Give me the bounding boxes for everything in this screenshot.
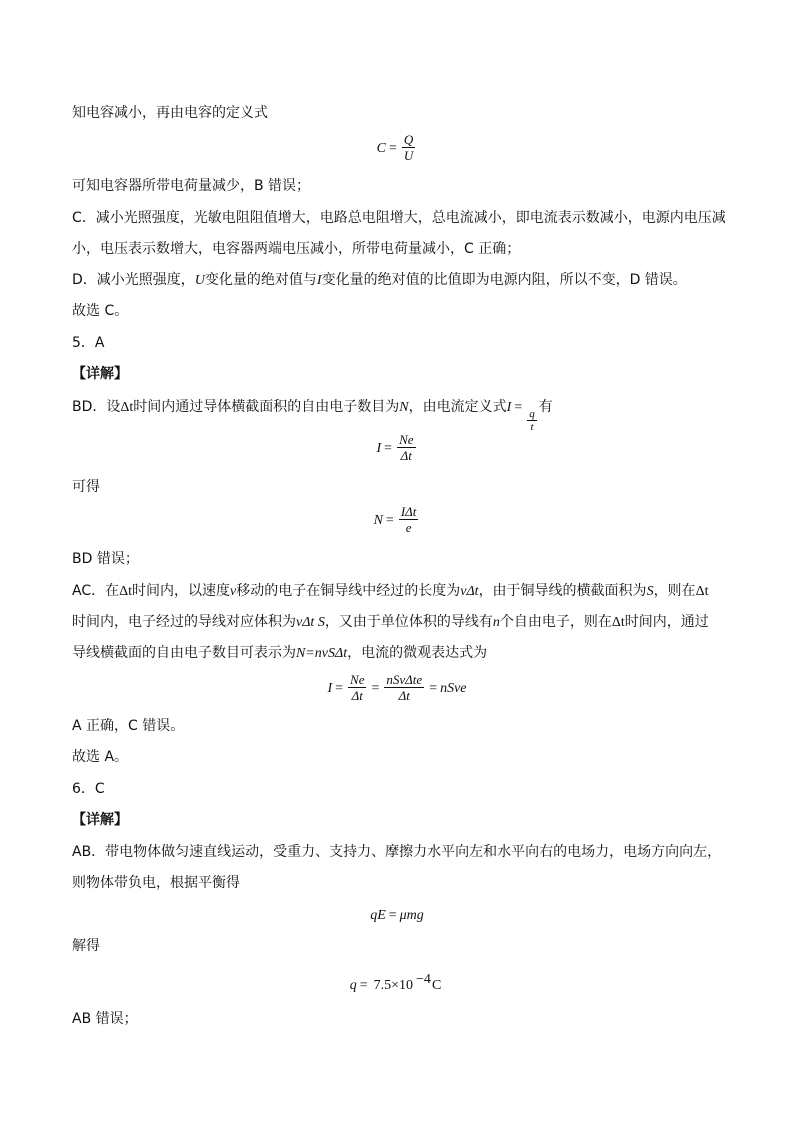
text-fragment: 时间内，电子经过的导线对应体积为	[72, 614, 296, 630]
text-fragment: ，由电流定义式	[408, 399, 507, 415]
text-fragment: 变化量的绝对值的比值即为电源内阻，所以不变，D 错误。	[321, 272, 687, 288]
fraction-denominator: Δt	[400, 448, 412, 463]
math-symbol: N=nvSΔt	[296, 646, 348, 661]
formula-electron-count: N = $\frac{\text{IΔt}}{e}$	[373, 504, 417, 535]
math-symbol: U	[194, 273, 205, 288]
text-fragment: 变化量的绝对值与	[204, 272, 317, 288]
text-line: 可得	[72, 479, 100, 495]
section-heading: 【详解】	[72, 812, 128, 828]
text-fragment: 时间内，以速度	[132, 583, 231, 599]
math-symbol: I	[327, 681, 333, 696]
text-fragment: 时间内，通过	[624, 614, 709, 630]
text-fragment: 移动的电子在铜导线中经过的长度为	[236, 583, 461, 599]
math-symbol: n	[492, 615, 500, 630]
math-value: 7.5×10	[373, 978, 414, 993]
formula-current-definition: I = $\frac{Ne}{\Delta t}$	[376, 432, 414, 463]
section-heading: 【详解】	[72, 366, 128, 382]
math-symbol: S	[646, 584, 654, 599]
math-symbol: nSve	[440, 681, 467, 696]
math-symbol: C	[376, 141, 387, 156]
text-line: AB．带电物体做匀速直线运动，受重力、支持力、摩擦力水平向左和水平向右的电场力，电场方向向左，	[72, 844, 722, 860]
answer-number: 6．C	[72, 781, 105, 797]
math-symbol: Δt	[611, 615, 625, 630]
math-symbol: I	[316, 273, 322, 288]
text-fragment: 个自由电子，则在	[499, 614, 612, 630]
text-line: 小，电压表示数增大，电容器两端电压减小，所带电荷量减小，C 正确；	[72, 241, 521, 257]
formula-charge-value: q = 7.5×10 $^{-4}$C	[349, 972, 442, 993]
fraction-denominator: e	[405, 520, 412, 535]
math-symbol: qE	[370, 908, 386, 923]
math-symbol: N	[373, 513, 383, 528]
fraction-numerator: IΔt	[400, 504, 417, 519]
answer-number: 5．A	[72, 335, 105, 351]
text-line: 故选 C。	[72, 303, 129, 319]
math-symbol: vΔt S	[296, 615, 325, 630]
text-fragment: D．减小光照强度，	[72, 272, 195, 288]
text-fragment: 时间内通过导体横截面积的自由电子数目为	[133, 399, 400, 415]
fraction-denominator: Δt	[351, 688, 363, 703]
formula-microscopic-current: I = $\frac{Ne}{\Delta t}$ = $\frac{\text{nSvΔte}}{\Delta t}$ = nSve	[327, 672, 467, 703]
math-symbol: vΔt	[460, 584, 479, 599]
fraction-numerator: q	[529, 408, 535, 420]
text-line	[72, 271, 687, 290]
text-line	[72, 644, 487, 663]
math-symbol: I	[506, 400, 512, 415]
text-line: 故选 A。	[72, 749, 129, 765]
math-symbol: Δt	[120, 400, 134, 415]
text-fragment: ，由于铜导线的横截面积为	[478, 583, 647, 599]
fraction-numerator: Ne	[350, 672, 365, 687]
text-fragment: AC．在	[72, 583, 120, 599]
text-fragment: ，电流的微观表达式为	[347, 645, 488, 661]
fraction-denominator: t	[530, 421, 534, 433]
math-unit: C	[431, 978, 442, 993]
formula-capacitance: C = $\frac{Q}{U}$	[376, 132, 414, 163]
text-fragment: 导线横截面的自由电子数目可表示为	[72, 645, 296, 661]
text-line: 则物体带负电，根据平衡得	[72, 875, 240, 891]
fraction-numerator: nSvΔte	[386, 672, 423, 687]
text-fragment: ，又由于单位体积的导线有	[324, 614, 493, 630]
text-line: C．减小光照强度，光敏电阻阻值增大，电路总电阻增大，总电流减小，即电流表示数减小，电源内电压减	[72, 210, 726, 226]
text-line: 可知电容器所带电荷量减少，B 错误；	[72, 178, 311, 194]
text-line: 解得	[72, 938, 100, 954]
text-fragment: BD．设	[72, 399, 121, 415]
text-line: AB 错误；	[72, 1011, 138, 1027]
text-fragment: 有	[538, 399, 553, 415]
math-symbol: N	[399, 400, 409, 415]
text-line: BD．设Δt时间内通过导体横截面积的自由电子数目为N，由电流定义式I = $\frac{q}{t}$ 有	[72, 399, 553, 433]
math-symbol: q	[349, 978, 357, 993]
formula-equilibrium: qE = μmg	[370, 908, 424, 923]
text-line	[72, 613, 709, 632]
text-line: A 正确，C 错误。	[72, 718, 185, 734]
text-line	[72, 582, 708, 601]
text-line: 知电容减小，再由电容的定义式	[72, 105, 268, 121]
fraction-numerator: Q	[403, 132, 414, 147]
math-exponent: −4	[416, 972, 431, 987]
text-fragment: ，则在	[653, 583, 696, 599]
math-symbol: Δt	[695, 584, 709, 599]
text-line: BD 错误；	[72, 551, 139, 567]
fraction-denominator: Δt	[398, 688, 410, 703]
math-symbol: v	[230, 584, 237, 599]
fraction-denominator: U	[403, 148, 414, 163]
math-symbol: Δt	[119, 584, 133, 599]
math-symbol: μmg	[399, 908, 424, 923]
fraction-numerator: Ne	[399, 432, 414, 447]
math-symbol: I	[376, 441, 382, 456]
